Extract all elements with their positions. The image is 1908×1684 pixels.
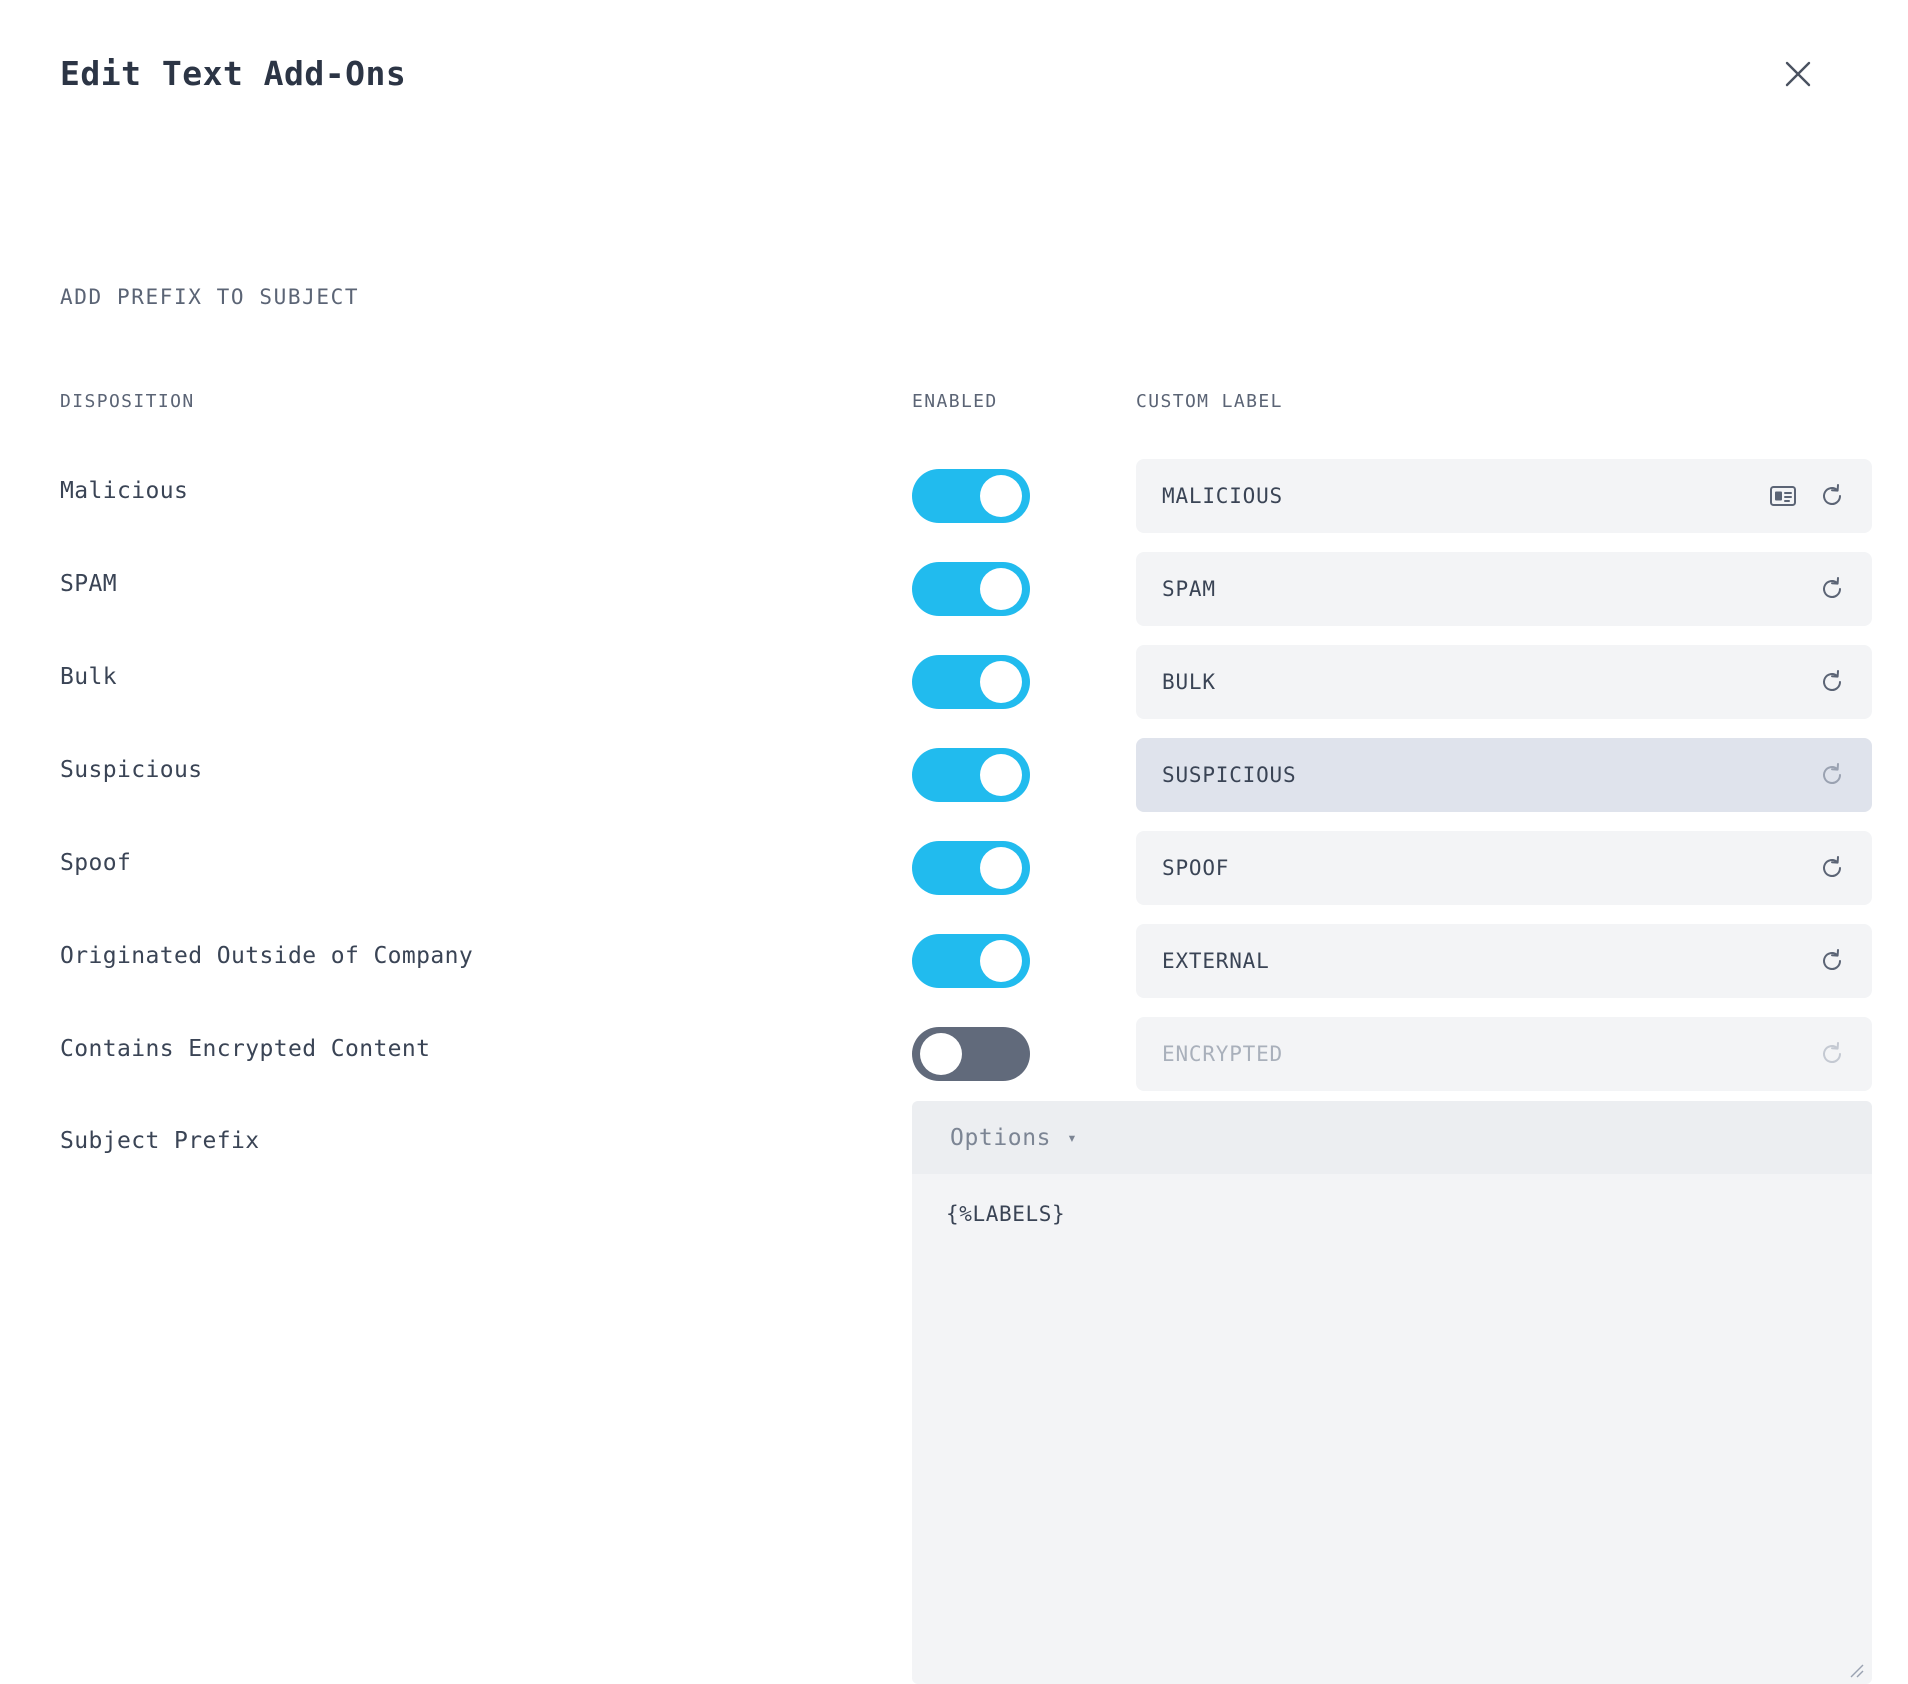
disposition-label: Spoof — [60, 850, 132, 876]
custom-label-value: BULK — [1162, 670, 1216, 694]
reset-icon[interactable] — [1818, 482, 1846, 510]
enabled-toggle[interactable] — [912, 655, 1030, 709]
resize-handle-icon[interactable] — [1846, 1660, 1864, 1678]
toggle-knob — [980, 661, 1022, 703]
enabled-toggle[interactable] — [912, 562, 1030, 616]
toggle-knob — [920, 1033, 962, 1075]
field-icons — [1818, 575, 1846, 603]
reset-icon[interactable] — [1818, 575, 1846, 603]
custom-label-field[interactable] — [1136, 924, 1872, 998]
disposition-label: Originated Outside of Company — [60, 943, 474, 969]
disposition-label: SPAM — [60, 571, 117, 597]
disposition-label: Suspicious — [60, 757, 203, 783]
custom-label-value: ENCRYPTED — [1162, 1042, 1283, 1066]
toggle-knob — [980, 754, 1022, 796]
close-icon[interactable] — [1776, 52, 1820, 96]
options-label: Options — [950, 1124, 1052, 1151]
insert-variable-icon[interactable] — [1770, 485, 1796, 507]
reset-icon[interactable] — [1818, 854, 1846, 882]
custom-label-value: EXTERNAL — [1162, 949, 1270, 973]
field-icons — [1818, 947, 1846, 975]
dialog-header — [60, 52, 1850, 112]
table-row — [0, 636, 1908, 729]
custom-label-value: SPAM — [1162, 577, 1216, 601]
table-row — [0, 729, 1908, 822]
table-row — [0, 543, 1908, 636]
table-row — [0, 1008, 1908, 1101]
custom-label-value: SPOOF — [1162, 856, 1230, 880]
column-header-custom-label: CUSTOM LABEL — [1136, 391, 1283, 412]
toggle-knob — [980, 568, 1022, 610]
reset-icon[interactable] — [1818, 668, 1846, 696]
table-row — [0, 822, 1908, 915]
section-label: ADD PREFIX TO SUBJECT — [60, 285, 360, 309]
custom-label-field[interactable] — [1136, 1017, 1872, 1091]
disposition-label: Malicious — [60, 478, 189, 504]
toggle-knob — [980, 847, 1022, 889]
column-header-enabled: ENABLED — [912, 391, 998, 412]
toggle-knob — [980, 940, 1022, 982]
enabled-toggle[interactable] — [912, 841, 1030, 895]
custom-label-field[interactable] — [1136, 645, 1872, 719]
field-icons — [1818, 761, 1846, 789]
table-row — [0, 915, 1908, 1008]
reset-icon[interactable] — [1818, 1040, 1846, 1068]
table-row — [0, 450, 1908, 543]
reset-icon[interactable] — [1818, 761, 1846, 789]
column-header-disposition: DISPOSITION — [60, 391, 195, 412]
reset-icon[interactable] — [1818, 947, 1846, 975]
enabled-toggle[interactable] — [912, 934, 1030, 988]
custom-label-field[interactable] — [1136, 552, 1872, 626]
chevron-down-icon: ▾ — [1067, 1128, 1077, 1147]
enabled-toggle[interactable] — [912, 748, 1030, 802]
enabled-toggle[interactable] — [912, 1027, 1030, 1081]
subject-prefix-value: {%LABELS} — [946, 1202, 1066, 1226]
custom-label-field[interactable] — [1136, 831, 1872, 905]
disposition-rows — [0, 450, 1908, 1101]
custom-label-field[interactable] — [1136, 738, 1872, 812]
custom-label-value: SUSPICIOUS — [1162, 763, 1297, 787]
field-icons — [1770, 482, 1846, 510]
custom-label-field[interactable] — [1136, 459, 1872, 533]
toggle-knob — [980, 475, 1022, 517]
options-dropdown[interactable] — [912, 1101, 1872, 1174]
field-icons — [1818, 854, 1846, 882]
disposition-label: Bulk — [60, 664, 117, 690]
field-icons — [1818, 668, 1846, 696]
custom-label-value: MALICIOUS — [1162, 484, 1283, 508]
enabled-toggle[interactable] — [912, 469, 1030, 523]
subject-prefix-input[interactable] — [912, 1174, 1872, 1684]
field-icons — [1818, 1040, 1846, 1068]
subject-prefix-label: Subject Prefix — [60, 1128, 260, 1154]
page-title: Edit Text Add-Ons — [60, 54, 407, 93]
disposition-label: Contains Encrypted Content — [60, 1036, 431, 1062]
